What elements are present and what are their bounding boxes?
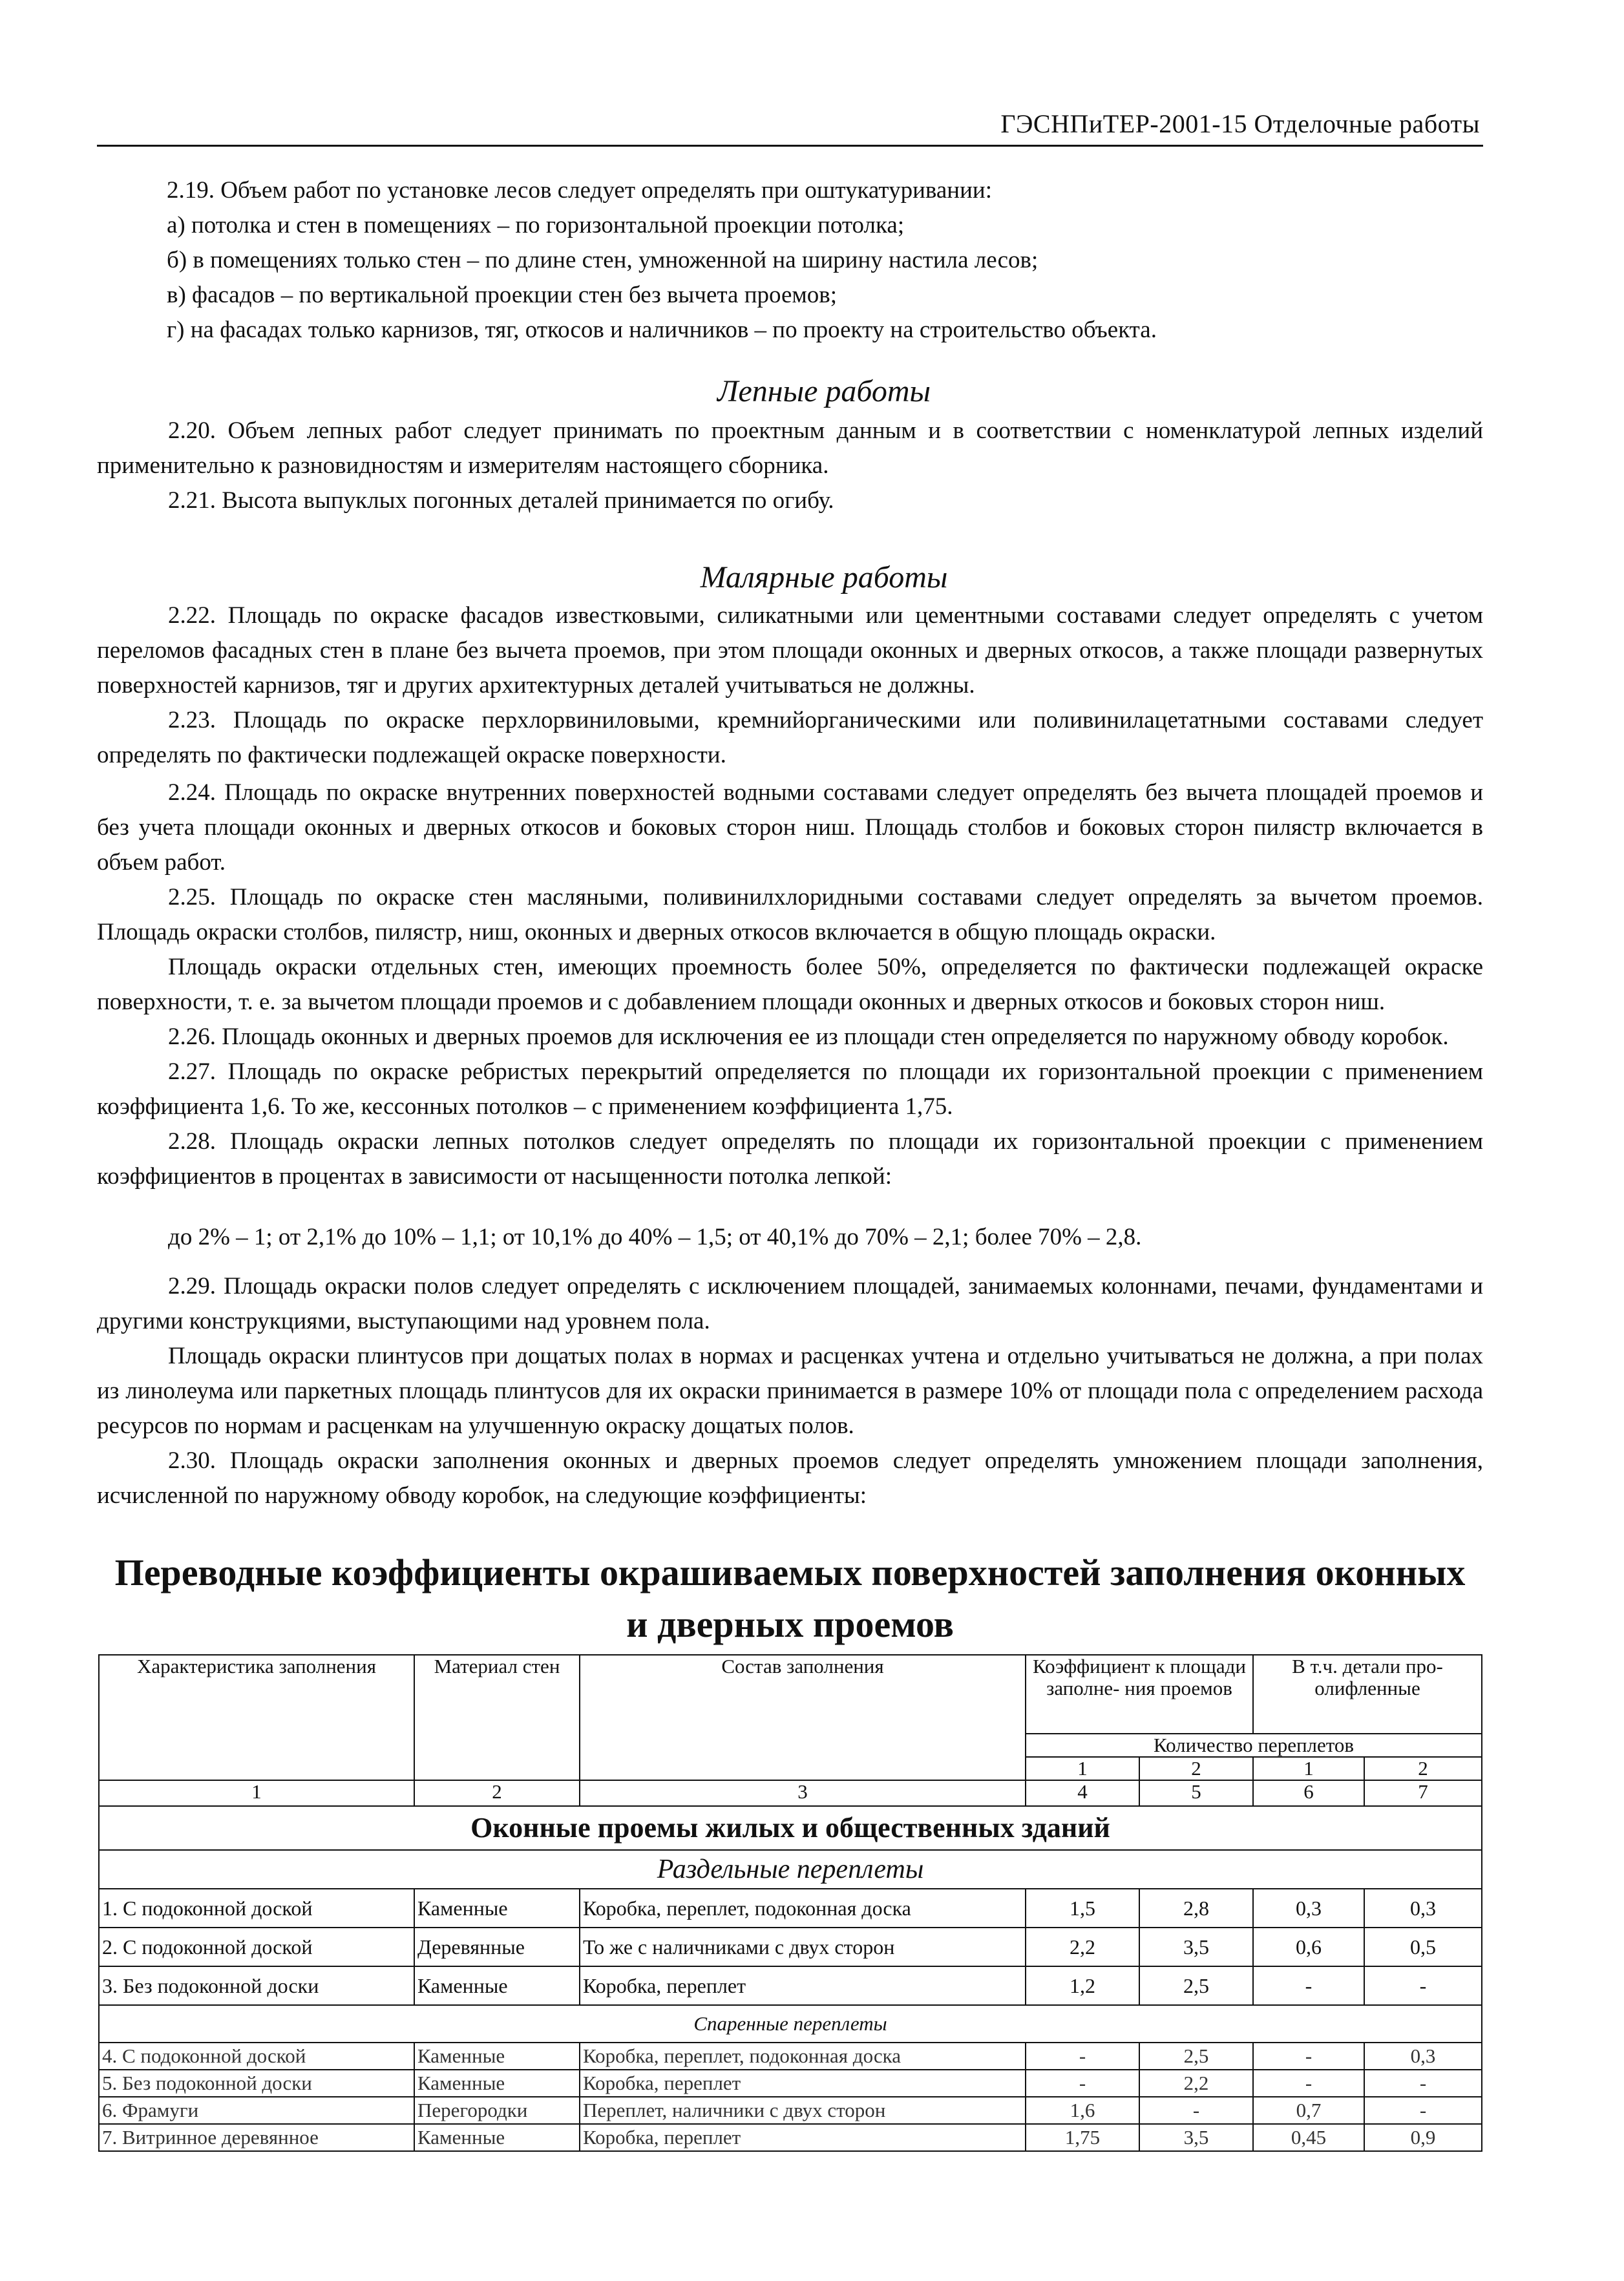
cell-coef-2: 2,5 bbox=[1139, 2043, 1253, 2070]
cell-coef-1: 1,5 bbox=[1026, 1889, 1139, 1928]
paragraph-2-28-values: до 2% – 1; от 2,1% до 10% – 1,1; от 10,1% до 40% – 1,5; от 40,1% до 70% – 2,1; более 70% – 2,8. bbox=[168, 1224, 1142, 1250]
header-sub-2a: 2 bbox=[1139, 1757, 1253, 1780]
cell-oiled-1: 0,7 bbox=[1253, 2097, 1364, 2124]
cell-composition: Коробка, переплет bbox=[580, 1966, 1026, 2005]
col-number-3: 3 bbox=[580, 1780, 1026, 1806]
cell-coef-2: 2,8 bbox=[1139, 1889, 1253, 1928]
cell-material: Каменные bbox=[414, 2043, 580, 2070]
cell-oiled-1: 0,45 bbox=[1253, 2124, 1364, 2151]
header-wall-material: Материал стен bbox=[414, 1655, 580, 1780]
cell-coef-2: 2,5 bbox=[1139, 1966, 1253, 2005]
cell-oiled-2: 0,3 bbox=[1364, 1889, 1482, 1928]
cell-coef-2: - bbox=[1139, 2097, 1253, 2124]
table-title-line-2: и дверных проемов bbox=[626, 1603, 954, 1645]
band-title-separate: Раздельные переплеты bbox=[99, 1850, 1482, 1889]
band-title-paired: Спаренные переплеты bbox=[99, 2005, 1482, 2043]
cell-characteristic: 6. Фрамуги bbox=[99, 2097, 414, 2124]
paragraph-2-20: 2.20. Объем лепных работ следует принимать по проектным данным и в соответствии с номенклатурой лепных изделий применительно к разновидностям и измерителям настоящего сборника. bbox=[97, 417, 1483, 479]
paragraph-2-21: 2.21. Высота выпуклых погонных деталей принимается по огибу. bbox=[168, 487, 834, 514]
table-row bbox=[99, 2043, 1482, 2070]
cell-coef-1: 1,75 bbox=[1026, 2124, 1139, 2151]
table-title bbox=[97, 1547, 1483, 1650]
cell-oiled-2: - bbox=[1364, 2070, 1482, 2097]
cell-coef-1: 1,2 bbox=[1026, 1966, 1139, 2005]
band-separate-frames bbox=[99, 1850, 1482, 1889]
cell-composition: Коробка, переплет, подоконная доска bbox=[580, 2043, 1026, 2070]
table-row bbox=[99, 2124, 1482, 2151]
table-row bbox=[99, 2097, 1482, 2124]
cell-coef-1: - bbox=[1026, 2070, 1139, 2097]
cell-material: Каменные bbox=[414, 2124, 580, 2151]
cell-oiled-2: 0,5 bbox=[1364, 1928, 1482, 1966]
cell-characteristic: 5. Без подоконной доски bbox=[99, 2070, 414, 2097]
table-row bbox=[99, 1889, 1482, 1928]
col-number-5: 5 bbox=[1139, 1780, 1253, 1806]
column-number-row bbox=[99, 1780, 1482, 1806]
cell-oiled-1: - bbox=[1253, 2043, 1364, 2070]
running-header: ГЭСНПиТЕР-2001-15 Отделочные работы bbox=[1000, 109, 1480, 138]
paragraph-2-30: 2.30. Площадь окраски заполнения оконных и дверных проемов следует определять умножением площади заполнения, исчисленной по наружному обводу коробок, на следующие коэффициенты: bbox=[97, 1447, 1483, 1509]
table-row bbox=[99, 1928, 1482, 1966]
cell-composition: То же с наличниками с двух сторон bbox=[580, 1928, 1026, 1966]
cell-oiled-1: - bbox=[1253, 2070, 1364, 2097]
cell-characteristic: 4. С подоконной доской bbox=[99, 2043, 414, 2070]
cell-oiled-2: - bbox=[1364, 2097, 1482, 2124]
paragraph-2-27: 2.27. Площадь по окраске ребристых перекрытий определяется по площади их горизонтальной проекции с применением коэффициента 1,6. То же, кессонных потолков – с применением коэффициента 1,75. bbox=[97, 1058, 1483, 1120]
table-header-row bbox=[99, 1655, 1482, 1734]
paragraph-2-19: 2.19. Объем работ по установке лесов следует определять при оштукатуривании: bbox=[167, 177, 992, 204]
cell-material: Каменные bbox=[414, 1889, 580, 1928]
col-number-2: 2 bbox=[414, 1780, 580, 1806]
cell-coef-1: - bbox=[1026, 2043, 1139, 2070]
heading-lepnye: Лепные работы bbox=[717, 374, 931, 408]
table-row bbox=[99, 1966, 1482, 2005]
header-coefficient: Коэффициент к площади заполне- ния проемов bbox=[1026, 1655, 1253, 1734]
cell-coef-2: 2,2 bbox=[1139, 2070, 1253, 2097]
cell-oiled-1: - bbox=[1253, 1966, 1364, 2005]
header-frame-count: Количество переплетов bbox=[1026, 1734, 1482, 1757]
item-d: г) на фасадах только карнизов, тяг, откосов и наличников – по проекту на строительство объекта. bbox=[167, 317, 1157, 343]
heading-malyarnye: Малярные работы bbox=[700, 560, 948, 594]
paragraph-2-25-continued: Площадь окраски отдельных стен, имеющих проемность более 50%, определяется по фактически подлежащей окраске поверхности, т. е. за вычетом площади проемов и с добавлением площади оконных и дверных откосов и боковых сторон ниш. bbox=[97, 954, 1483, 1015]
cell-oiled-1: 0,3 bbox=[1253, 1889, 1364, 1928]
cell-composition: Коробка, переплет bbox=[580, 2124, 1026, 2151]
cell-material: Каменные bbox=[414, 1966, 580, 2005]
item-a: а) потолка и стен в помещениях – по горизонтальной проекции потолка; bbox=[167, 212, 905, 238]
col-number-1: 1 bbox=[99, 1780, 414, 1806]
cell-coef-1: 1,6 bbox=[1026, 2097, 1139, 2124]
col-number-4: 4 bbox=[1026, 1780, 1139, 1806]
header-characteristic: Характеристика заполнения bbox=[99, 1655, 414, 1780]
paragraph-2-22: 2.22. Площадь по окраске фасадов известковыми, силикатными или цементными составами следует определять с учетом переломов фасадных стен в плане без вычета проемов, при этом площади оконных и дверных откосов, а также площади развернутых поверхностей карнизов, тяг и других архитектурных деталей учитываться не должны. bbox=[97, 602, 1483, 699]
col-number-7: 7 bbox=[1364, 1780, 1482, 1806]
band-title-main: Оконные проемы жилых и общественных зданий bbox=[99, 1806, 1482, 1850]
paragraph-2-28: 2.28. Площадь окраски лепных потолков следует определять по площади их горизонтальной проекции с применением коэффициентов в процентах в зависимости от насыщенности потолка лепкой: bbox=[97, 1128, 1483, 1190]
header-sub-2b: 2 bbox=[1364, 1757, 1482, 1780]
cell-characteristic: 7. Витринное деревянное bbox=[99, 2124, 414, 2151]
cell-oiled-2: 0,9 bbox=[1364, 2124, 1482, 2151]
paragraph-2-25: 2.25. Площадь по окраске стен масляными, поливинилхлоридными составами следует определять за вычетом проемов. Площадь окраски столбов, пилястр, ниш, оконных и дверных откосов включается в общую площадь окраски. bbox=[97, 884, 1483, 945]
cell-characteristic: 1. С подоконной доской bbox=[99, 1889, 414, 1928]
cell-coef-2: 3,5 bbox=[1139, 2124, 1253, 2151]
cell-oiled-1: 0,6 bbox=[1253, 1928, 1364, 1966]
header-composition: Состав заполнения bbox=[580, 1655, 1026, 1780]
item-c: в) фасадов – по вертикальной проекции стен без вычета проемов; bbox=[167, 282, 838, 308]
cell-characteristic: 2. С подоконной доской bbox=[99, 1928, 414, 1966]
cell-material: Деревянные bbox=[414, 1928, 580, 1966]
cell-material: Перегородки bbox=[414, 2097, 580, 2124]
section-malyarnye bbox=[97, 598, 1483, 1513]
cell-composition: Коробка, переплет, подоконная доска bbox=[580, 1889, 1026, 1928]
section-lepnye bbox=[97, 414, 1483, 518]
header-sub-1a: 1 bbox=[1026, 1757, 1139, 1780]
header-oiled-details: В т.ч. детали про- олифленные bbox=[1253, 1655, 1482, 1734]
table-title-line-1: Переводные коэффициенты окрашиваемых поверхностей заполнения оконных bbox=[114, 1551, 1466, 1593]
cell-material: Каменные bbox=[414, 2070, 580, 2097]
item-b: б) в помещениях только стен – по длине стен, умноженной на ширину настила лесов; bbox=[167, 247, 1039, 273]
paragraph-2-29: 2.29. Площадь окраски полов следует определять с исключением площадей, занимаемых колоннами, печами, фундаментами и другими конструкциями, выступающими над уровнем пола. bbox=[97, 1273, 1483, 1334]
cell-characteristic: 3. Без подоконной доски bbox=[99, 1966, 414, 2005]
band-paired-frames bbox=[99, 2005, 1482, 2043]
paragraph-2-24: 2.24. Площадь по окраске внутренних поверхностей водными составами следует определять без вычета площадей проемов и без учета площади оконных и дверных откосов и боковых сторон ниш. Площадь столбов и боковых сторон пилястр включается в объем работ. bbox=[97, 779, 1483, 876]
band-residential-windows bbox=[99, 1806, 1482, 1850]
section-scaffold bbox=[167, 173, 1481, 348]
cell-coef-2: 3,5 bbox=[1139, 1928, 1253, 1966]
cell-coef-1: 2,2 bbox=[1026, 1928, 1139, 1966]
paragraph-2-29-continued: Площадь окраски плинтусов при дощатых полах в нормах и расценках учтена и отдельно учитываться не должна, а при полах из линолеума или паркетных площадь плинтусов для их окраски принимается в размере 10% от площади пола с определением расхода ресурсов по нормам и расценкам на улучшенную окраску дощатых полов. bbox=[97, 1343, 1483, 1439]
col-number-6: 6 bbox=[1253, 1780, 1364, 1806]
cell-oiled-2: 0,3 bbox=[1364, 2043, 1482, 2070]
table-row bbox=[99, 2070, 1482, 2097]
coefficient-table bbox=[98, 1654, 1482, 2152]
cell-composition: Переплет, наличники с двух сторон bbox=[580, 2097, 1026, 2124]
cell-oiled-2: - bbox=[1364, 1966, 1482, 2005]
header-rule bbox=[97, 145, 1483, 147]
cell-composition: Коробка, переплет bbox=[580, 2070, 1026, 2097]
header-sub-1b: 1 bbox=[1253, 1757, 1364, 1780]
paragraph-2-26: 2.26. Площадь оконных и дверных проемов для исключения ее из площади стен определяется по наружному обводу коробок. bbox=[168, 1024, 1449, 1050]
paragraph-2-23: 2.23. Площадь по окраске перхлорвиниловыми, кремнийорганическими или поливинилацетатными составами следует определять по фактически подлежащей окраске поверхности. bbox=[97, 707, 1483, 768]
